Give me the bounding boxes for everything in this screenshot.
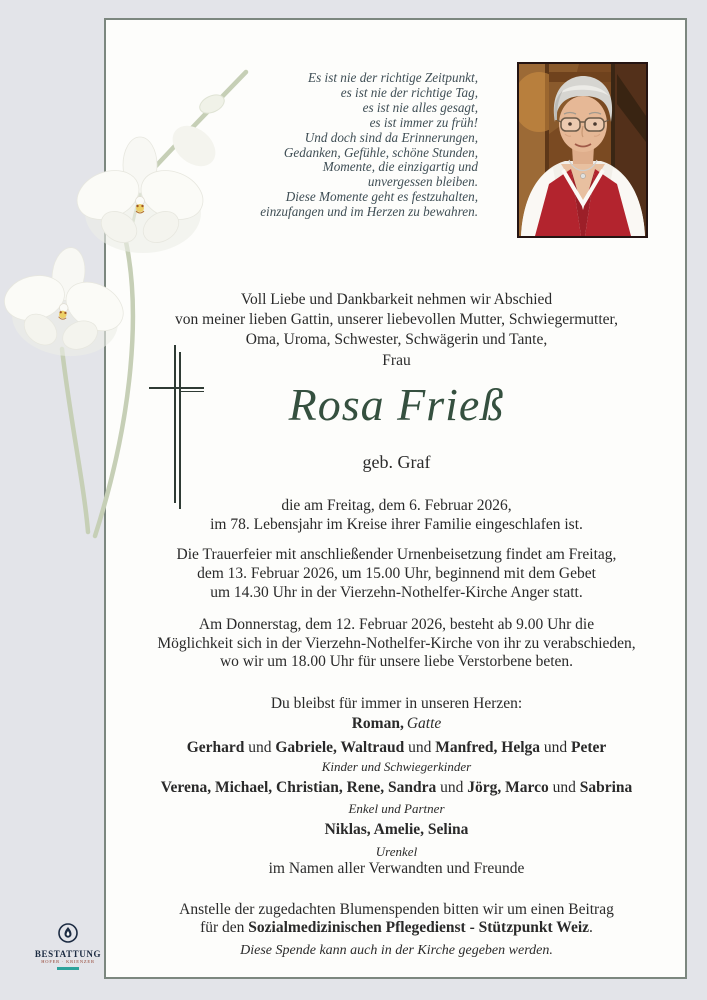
- poem-line: es ist nie alles gesagt,: [362, 99, 478, 115]
- flame-circle-icon: [57, 922, 79, 944]
- donation-suffix: .: [589, 919, 593, 936]
- grandchildren-line: [106, 779, 687, 797]
- poem-line: Und doch sind da Erinnerungen,: [304, 129, 478, 145]
- grandchildren-label: Enkel und Partner: [348, 801, 445, 816]
- poem-line: Es ist nie der richtige Zeitpunkt,: [308, 70, 478, 85]
- donation-line-2: [106, 919, 687, 937]
- funeral-line-3: um 14.30 Uhr in der Vierzehn-Nothelfer-Kirche Anger statt.: [210, 584, 583, 601]
- maiden-name: geb. Graf: [362, 452, 431, 472]
- donation-line-1: Anstelle der zugedachten Blumenspenden bitten wir um einen Beitrag: [179, 901, 614, 918]
- donation-prefix: für den: [200, 919, 249, 936]
- children-line: [106, 739, 687, 757]
- conjunction: und: [540, 739, 572, 756]
- deceased-name: Rosa Frieß: [288, 379, 505, 430]
- death-notice-line-2: im 78. Lebensjahr im Kreise ihrer Familie eingeschlafen ist.: [210, 516, 583, 533]
- donation-line-3: Diese Spende kann auch in der Kirche gegeben werden.: [240, 943, 553, 958]
- funeral-home-logo: [24, 922, 112, 970]
- grandchildren-names: Verena, Michael, Christian, Rene, Sandra: [160, 779, 437, 796]
- great-grandchildren-label: Urenkel: [375, 844, 418, 859]
- poem-line: es ist nie der richtige Tag,: [340, 84, 478, 100]
- poem-line: Gedanken, Gefühle, schöne Stunden,: [283, 144, 478, 160]
- funeral-line-1: Die Trauerfeier mit anschließender Urnenbeisetzung findet am Freitag,: [176, 546, 617, 563]
- children-names: Peter: [571, 739, 607, 756]
- intro-line-1: Voll Liebe und Dankbarkeit nehmen wir Abschied: [240, 291, 553, 308]
- logo-title: BESTATTUNG: [34, 949, 102, 959]
- grandchildren-names: Jörg, Marco: [467, 779, 549, 796]
- farewell-line-2: Möglichkeit sich in der Vierzehn-Nothelfer-Kirche von ihr zu verabschieden,: [157, 635, 636, 652]
- farewell-line-3: wo wir um 18.00 Uhr für unsere liebe Verstorbene beten.: [219, 653, 574, 670]
- logo-subtitle: HOFER · KRIENZER: [41, 959, 95, 964]
- funeral-line-2: dem 13. Februar 2026, um 15.00 Uhr, beginnend mit dem Gebet: [197, 565, 596, 582]
- portrait-photo: [517, 62, 648, 238]
- remembrance-heading: Du bleibst für immer in unseren Herzen:: [270, 695, 523, 712]
- conjunction: und: [548, 779, 580, 796]
- farewell-line-1: Am Donnerstag, dem 12. Februar 2026, besteht ab 9.00 Uhr die: [198, 616, 595, 633]
- donation-recipient: Sozialmedizinischen Pflegedienst - Stützpunkt Weiz: [248, 919, 590, 936]
- children-names: Gerhard: [186, 739, 245, 756]
- conjunction: und: [404, 739, 436, 756]
- poem-line: es ist immer zu früh!: [369, 114, 478, 130]
- death-notice-line-1: die am Freitag, dem 6. Februar 2026,: [281, 497, 512, 514]
- poem-line: einzufangen und im Herzen zu bewahren.: [260, 204, 478, 220]
- husband-line: [106, 715, 687, 733]
- conjunction: und: [436, 779, 468, 796]
- intro-line-3: Oma, Uroma, Schwester, Schwägerin und Tante,: [245, 331, 548, 348]
- conjunction: und: [244, 739, 276, 756]
- husband-role: Gatte: [406, 715, 442, 732]
- children-names: Manfred, Helga: [435, 739, 541, 756]
- intro-line-2: von meiner lieben Gattin, unserer liebevollen Mutter, Schwiegermutter,: [175, 311, 618, 328]
- memorial-poem: [178, 71, 478, 220]
- children-names: Gabriele, Waltraud: [275, 739, 405, 756]
- intro-line-4: Frau: [382, 352, 411, 369]
- closing-line: im Namen aller Verwandten und Freunde: [268, 860, 525, 877]
- husband-name: Roman,: [351, 715, 404, 732]
- logo-accent-bar: [57, 967, 79, 970]
- children-label: Kinder und Schwiegerkinder: [321, 759, 472, 774]
- poem-line: Diese Momente geht es festzuhalten,: [285, 189, 478, 205]
- grandchildren-names: Sabrina: [579, 779, 633, 796]
- poem-line: unvergessen bleiben.: [367, 174, 478, 190]
- poem-line: Momente, die einzigartig und: [322, 159, 478, 175]
- great-grandchildren-line: Niklas, Amelie, Selina: [324, 821, 469, 838]
